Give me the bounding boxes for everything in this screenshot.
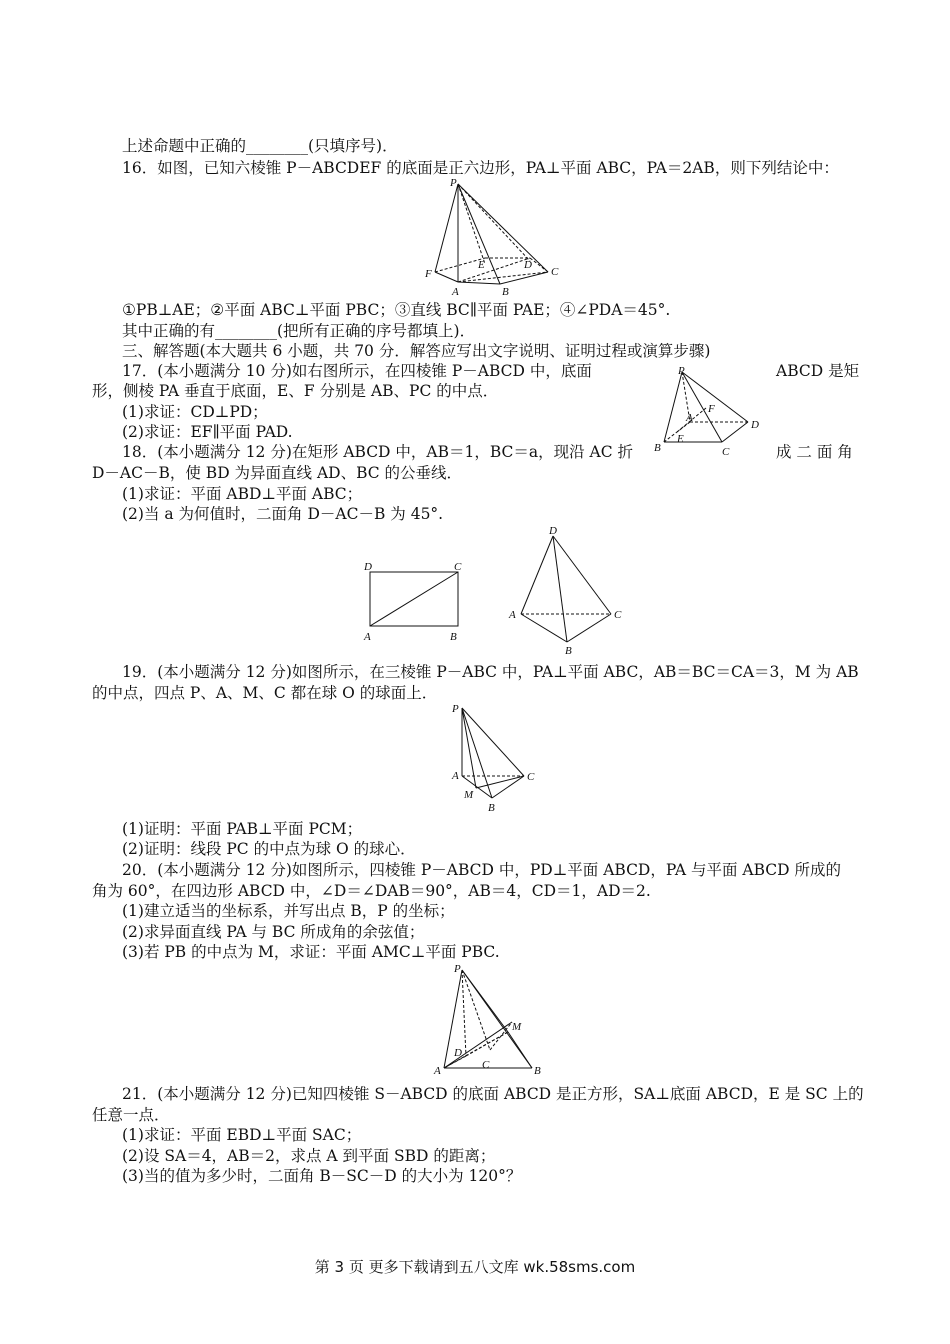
- label-d: D: [524, 259, 532, 271]
- section-heading: 三、解答题(本大题共 6 小题，共 70 分．解答应写出文字说明、证明过程或演算步骤): [122, 342, 711, 360]
- label-a: A: [686, 412, 693, 424]
- label-b: B: [565, 645, 572, 657]
- text-line: (2)求异面直线 PA 与 BC 所成角的余弦值；: [122, 923, 425, 941]
- text-line: 的中点，四点 P、A、M、C 都在球 O 的球面上．: [92, 684, 438, 702]
- text-line: (1)证明：平面 PAB⊥平面 PCM；: [122, 820, 363, 838]
- label-f: F: [708, 403, 715, 415]
- figure-quad-pyramid-17: [652, 364, 764, 464]
- text-line: 形，侧棱 PA 垂直于底面，E、F 分别是 AB、PC 的中点．: [92, 382, 499, 400]
- label-c: C: [722, 446, 730, 458]
- text-line: (3)当的值为多少时，二面角 B－SC－D 的大小为 120°？: [122, 1167, 522, 1185]
- text-line: 其中正确的有________(把所有正确的序号都填上)．: [122, 322, 476, 340]
- label-b: B: [654, 442, 661, 454]
- page-footer: 第 3 页 更多下载请到五八文库 wk.58sms.com: [314, 1258, 636, 1276]
- label-m: M: [464, 789, 474, 801]
- figure-tetrahedron-18: [505, 522, 630, 656]
- label-c: C: [551, 266, 559, 278]
- figure-rectangle-18: [360, 560, 470, 648]
- label-c: C: [454, 561, 462, 573]
- label-a: A: [452, 770, 459, 782]
- label-a: A: [452, 286, 459, 298]
- text-line: D－AC－B，使 BD 为异面直线 AD、BC 的公垂线．: [92, 464, 463, 482]
- text-line: 成 二 面 角: [776, 443, 853, 461]
- text-line: (1)建立适当的坐标系，并写出点 B，P 的坐标；: [122, 902, 455, 920]
- label-d: D: [549, 525, 557, 537]
- question-18: 18．(本小题满分 12 分)在矩形 ABCD 中，AB＝1，BC＝a，现沿 AC 折: [122, 443, 634, 461]
- text-line: (2)求证：EF∥平面 PAD.: [122, 423, 293, 441]
- label-e: E: [677, 433, 684, 445]
- label-m: M: [512, 1021, 522, 1033]
- label-c: C: [614, 609, 622, 621]
- text-line: ①PB⊥AE；②平面 ABC⊥平面 PBC；③直线 BC∥平面 PAE；④∠PDA＝45°.: [122, 301, 671, 319]
- text-line: (3)若 PB 的中点为 M，求证：平面 AMC⊥平面 PBC.: [122, 943, 500, 961]
- figure-quad-pyramid-20: [432, 960, 552, 1084]
- question-21: 21．(本小题满分 12 分)已知四棱锥 S－ABCD 的底面 ABCD 是正方形，SA⊥底面 ABCD，E 是 SC 上的: [122, 1085, 864, 1103]
- question-16: 16．如图，已知六棱锥 P－ABCDEF 的底面是正六边形，PA⊥平面 ABC，PA＝2AB，则下列结论中：: [122, 159, 839, 177]
- label-d: D: [364, 561, 372, 573]
- label-d: D: [751, 419, 759, 431]
- label-c: C: [527, 771, 535, 783]
- text-line: (2)当 a 为何值时，二面角 D－AC－B 为 45°.: [122, 505, 444, 523]
- figure-hexagonal-pyramid: [420, 176, 570, 306]
- figure-triangular-pyramid-19: [448, 700, 548, 818]
- label-c: C: [482, 1059, 490, 1071]
- label-b: B: [502, 286, 509, 298]
- text-line: ABCD 是矩: [776, 362, 860, 380]
- label-p: P: [452, 703, 459, 715]
- label-d: D: [454, 1047, 462, 1059]
- label-a: A: [509, 609, 516, 621]
- label-a: A: [434, 1065, 441, 1077]
- question-17: 17．(本小题满分 10 分)如右图所示，在四棱锥 P－ABCD 中，底面: [122, 362, 592, 380]
- label-b: B: [450, 631, 457, 643]
- question-20: 20．(本小题满分 12 分)如图所示，四棱锥 P－ABCD 中，PD⊥平面 ABCD，PA 与平面 ABCD 所成的: [122, 861, 841, 879]
- label-f: F: [425, 268, 432, 280]
- label-e: E: [478, 259, 485, 271]
- text-line: (1)求证：CD⊥PD；: [122, 403, 268, 421]
- text-line: (2)证明：线段 PC 的中点为球 O 的球心．: [122, 840, 416, 858]
- label-p: P: [678, 365, 685, 377]
- text-line: 角为 60°，在四边形 ABCD 中，∠D＝∠DAB＝90°，AB＝4，CD＝1，AD＝2.: [92, 882, 651, 900]
- text-line: (1)求证：平面 ABD⊥平面 ABC；: [122, 485, 363, 503]
- label-p: P: [450, 177, 457, 189]
- text-line: (1)求证：平面 EBD⊥平面 SAC；: [122, 1126, 362, 1144]
- label-b: B: [488, 802, 495, 814]
- text-line: 上述命题中正确的________(只填序号)．: [122, 137, 398, 155]
- text-line: (2)设 SA＝4，AB＝2，求点 A 到平面 SBD 的距离；: [122, 1147, 496, 1165]
- label-a: A: [364, 631, 371, 643]
- label-p: P: [454, 963, 461, 975]
- text-line: 任意一点．: [92, 1106, 170, 1124]
- question-19: 19．(本小题满分 12 分)如图所示，在三棱锥 P－ABC 中，PA⊥平面 ABC，AB＝BC＝CA＝3，M 为 AB: [122, 663, 859, 681]
- label-b: B: [534, 1065, 541, 1077]
